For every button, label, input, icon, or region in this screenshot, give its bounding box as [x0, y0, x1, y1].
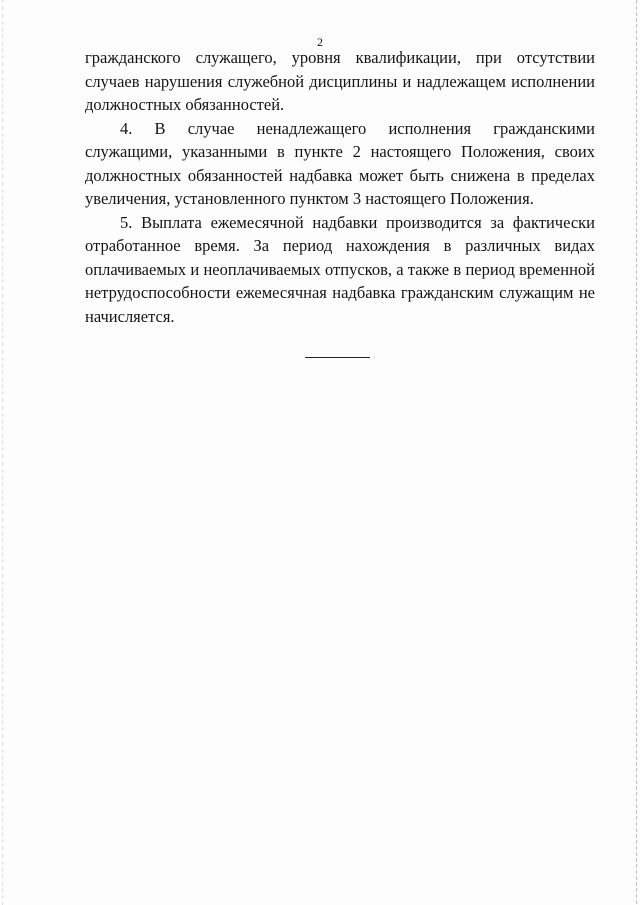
page-number: 2 — [317, 35, 323, 49]
body-text — [85, 46, 595, 328]
paragraph-item-5: 5. Выплата ежемесячной надбавки производится за фактически отработанное время. За период нахождения в различных видах оплачиваемых и неоплачиваемых отпусков, а также в период временной нетрудоспособности ежемесячная надбавка гражданским служащим не начисляется. — [85, 212, 595, 326]
scan-edge-right — [636, 0, 637, 905]
paragraph-continuation: гражданского служащего, уровня квалификации, при отсутствии случаев нарушения служебной дисциплины и надлежащем исполнении должностных обязанностей. — [85, 48, 595, 114]
scan-edge-left — [2, 0, 3, 905]
paragraph-item-4: 4. В случае ненадлежащего исполнения гражданскими служащими, указанными в пункте 2 настоящего Положения, своих должностных обязанностей надбавка может быть снижена в пределах увеличения, установленного пунктом 3 настоящего Положения. — [85, 118, 595, 208]
end-of-document-rule — [305, 357, 370, 358]
